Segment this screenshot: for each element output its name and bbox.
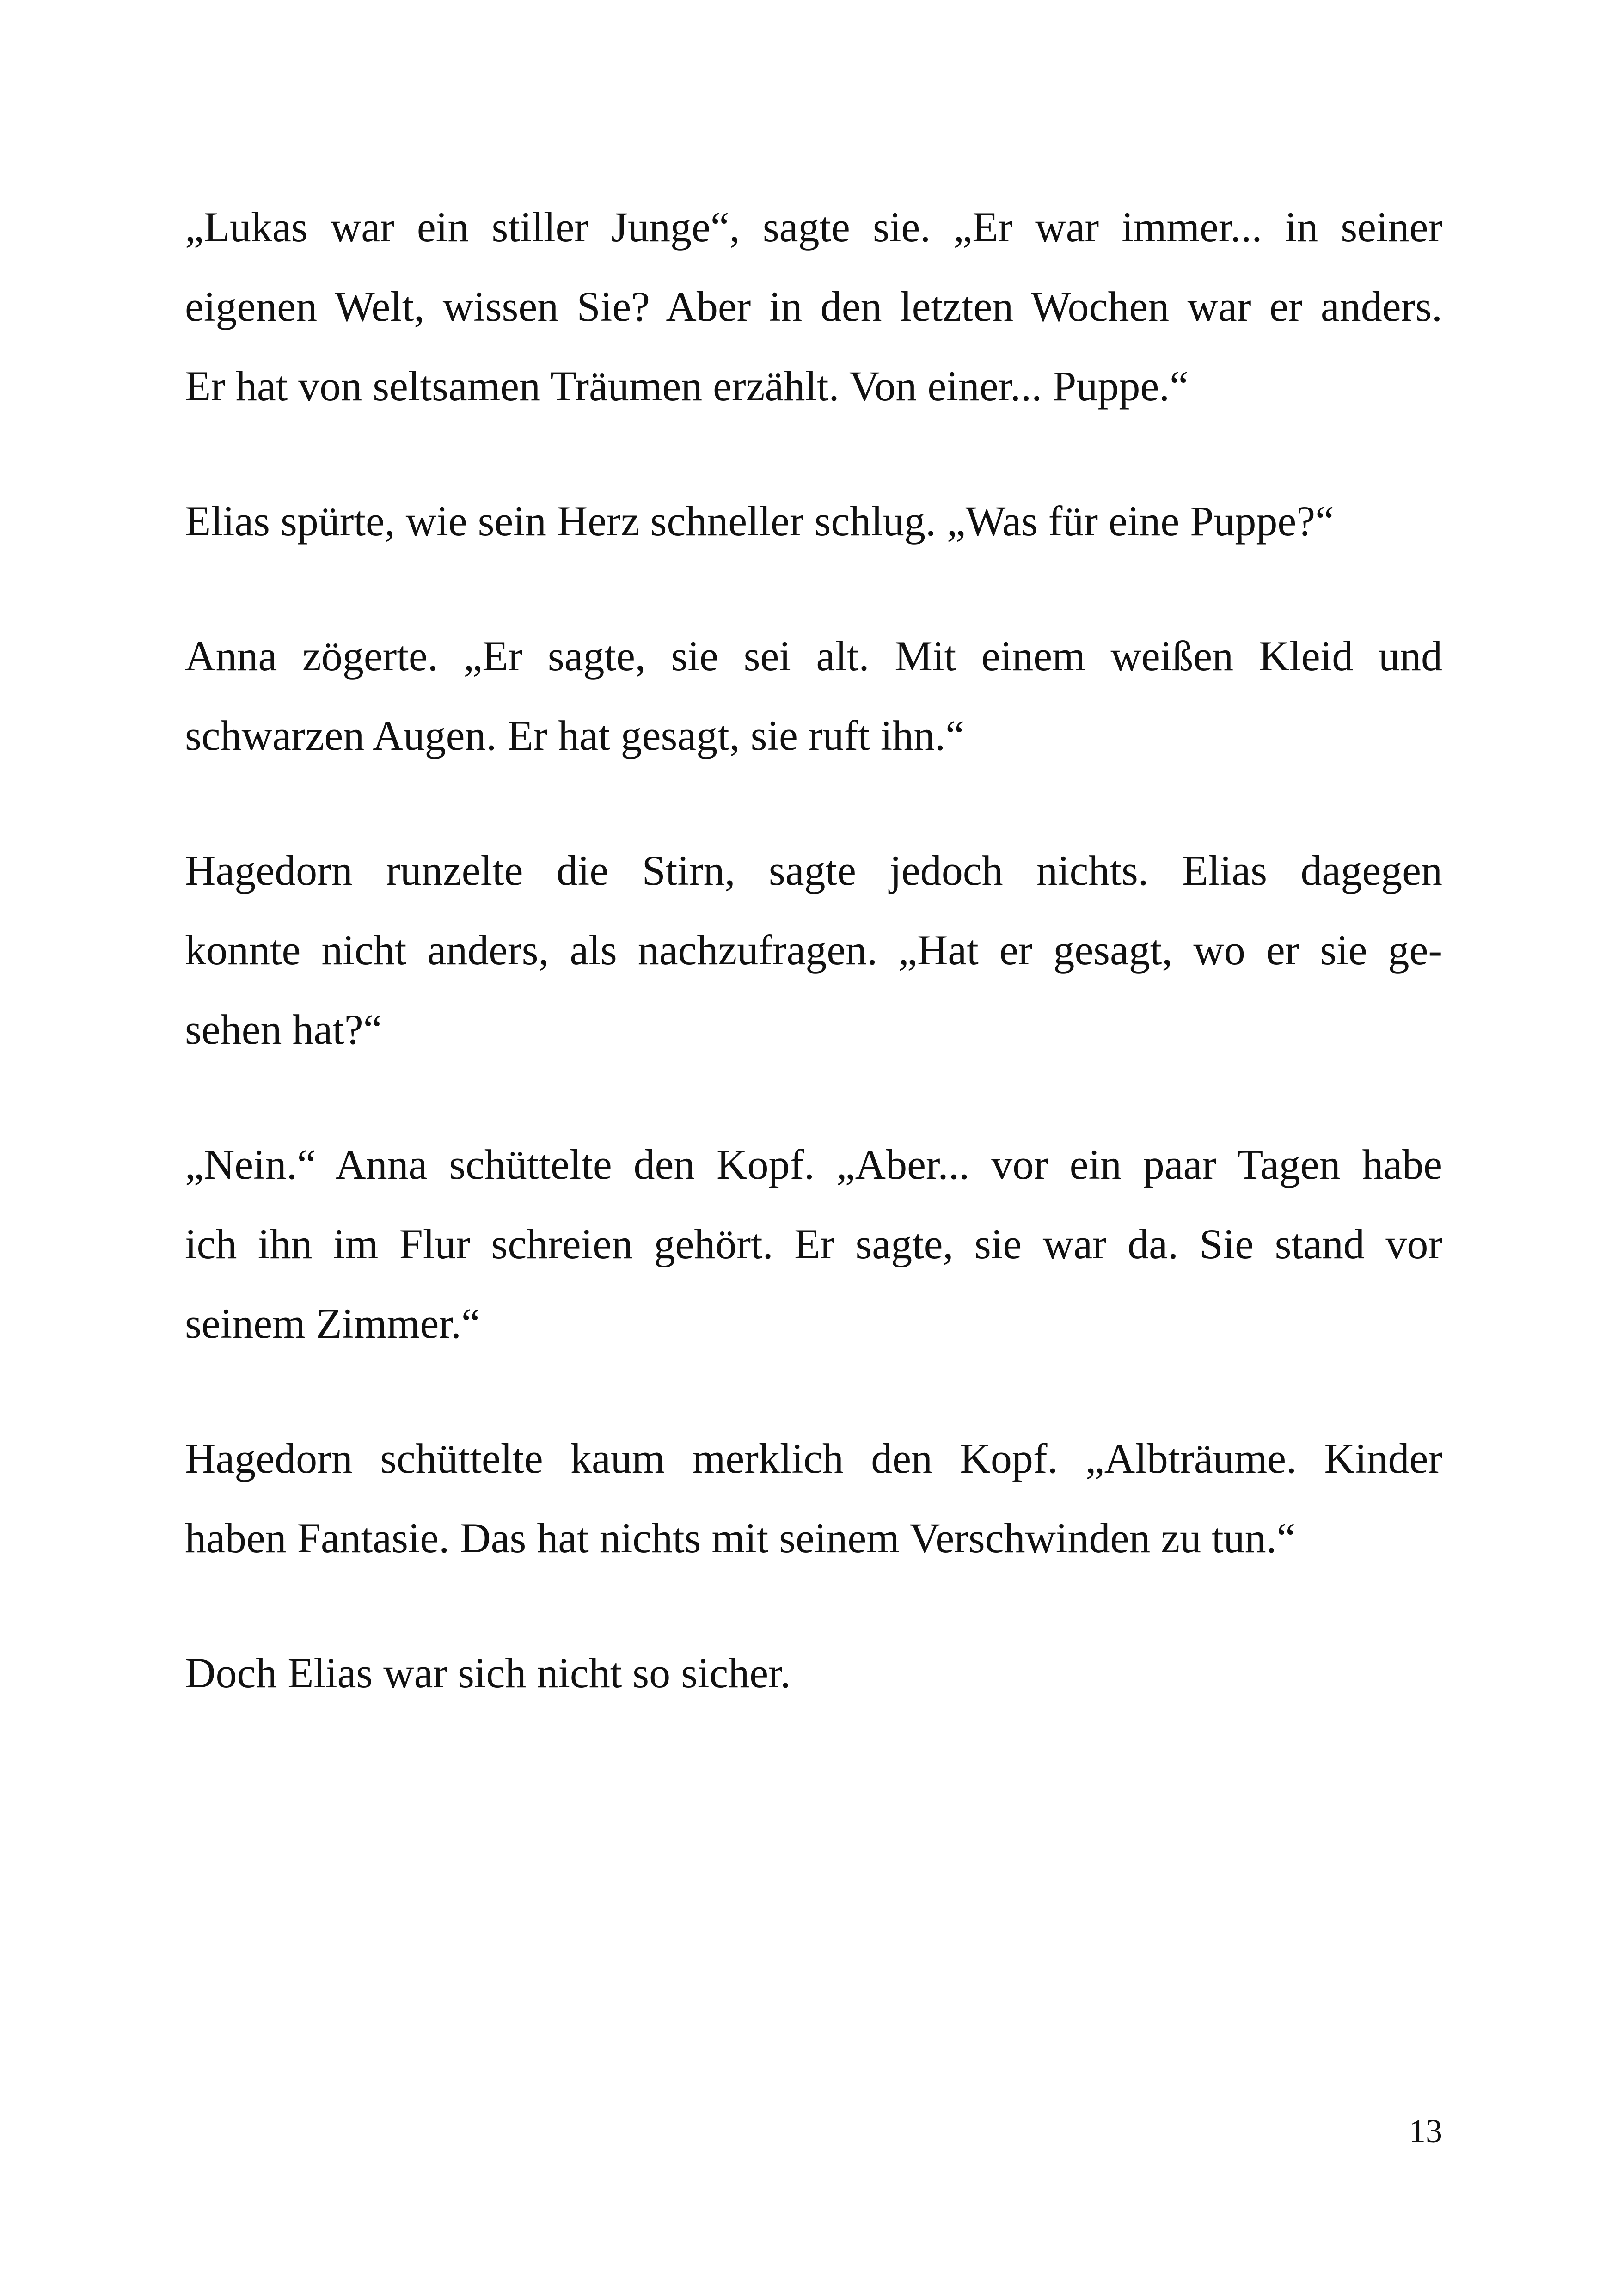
text-line: „Nein.“ Anna schüttelte den Kopf. „Aber... vor ein paar Tagen habe	[185, 1141, 1442, 1188]
text-line: eigenen Welt, wissen Sie? Aber in den letzten Wochen war er anders.	[185, 283, 1442, 330]
paragraph	[185, 616, 1442, 775]
text-line: konnte nicht anders, als nachzufragen. „Hat er gesagt, wo er sie ge-	[185, 926, 1442, 974]
text-line: seinem Zimmer.“	[185, 1300, 480, 1347]
text-line: Elias spürte, wie sein Herz schneller schlug. „Was für eine Puppe?“	[185, 497, 1334, 545]
paragraph	[185, 481, 1442, 561]
paragraph	[185, 1419, 1442, 1578]
text-line: schwarzen Augen. Er hat gesagt, sie ruft ihn.“	[185, 712, 965, 759]
text-line: „Lukas war ein stiller Junge“, sagte sie. „Er war immer... in seiner	[185, 203, 1442, 251]
paragraph	[185, 187, 1442, 426]
text-line: haben Fantasie. Das hat nichts mit seinem Verschwinden zu tun.“	[185, 1514, 1296, 1561]
text-line: sehen hat?“	[185, 1006, 382, 1053]
text-line: Hagedorn runzelte die Stirn, sagte jedoch nichts. Elias dagegen	[185, 847, 1442, 894]
body-text	[185, 187, 1442, 1713]
page-number: 13	[1409, 2112, 1442, 2149]
text-line: ich ihn im Flur schreien gehört. Er sagte, sie war da. Sie stand vor	[185, 1220, 1442, 1267]
paragraph	[185, 1125, 1442, 1363]
paragraph	[185, 1633, 1442, 1713]
text-line: Anna zögerte. „Er sagte, sie sei alt. Mit einem weißen Kleid und	[185, 632, 1442, 680]
text-line: Er hat von seltsamen Träumen erzählt. Von einer... Puppe.“	[185, 362, 1189, 410]
text-line: Doch Elias war sich nicht so sicher.	[185, 1649, 791, 1696]
paragraph	[185, 831, 1442, 1069]
text-line: Hagedorn schüttelte kaum merklich den Kopf. „Albträume. Kinder	[185, 1435, 1442, 1482]
